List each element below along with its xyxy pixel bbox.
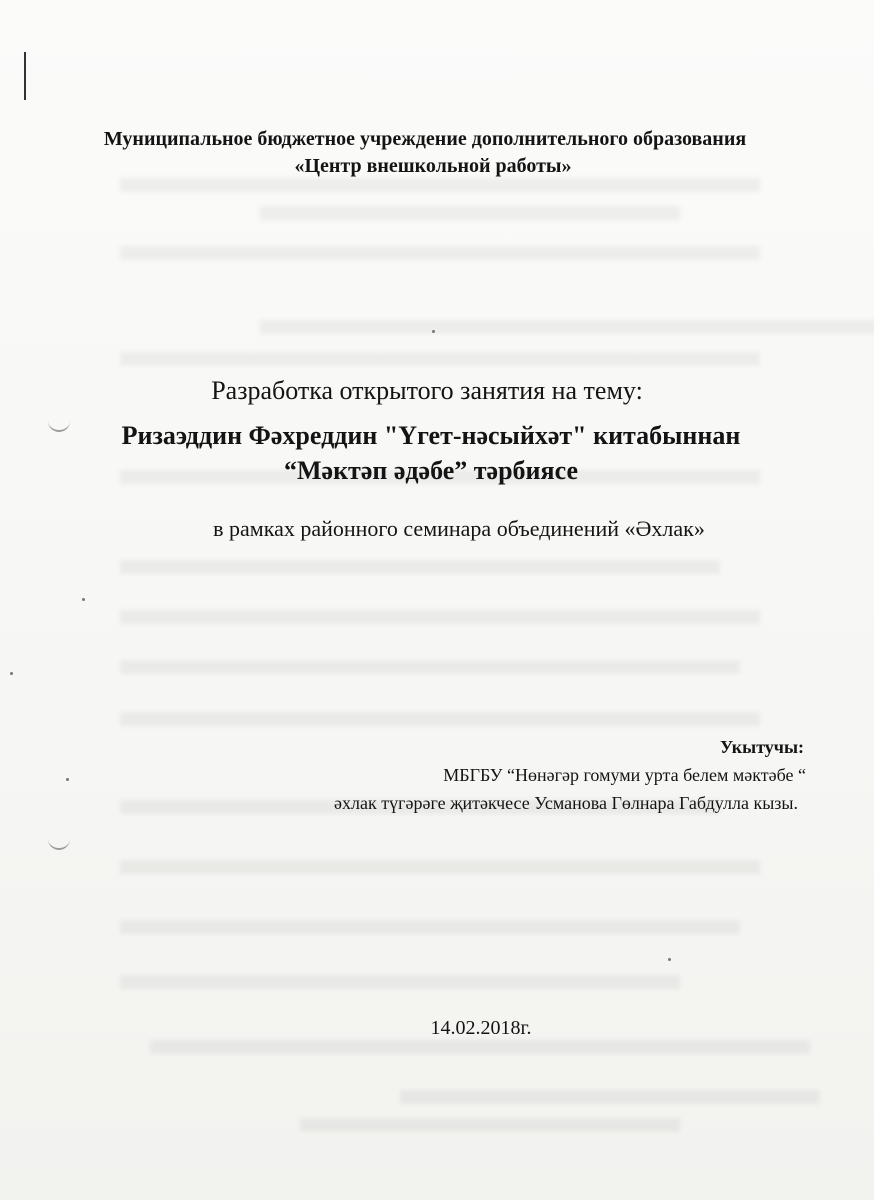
institution-name-line2: «Центр внешкольной работы» — [294, 155, 572, 177]
bleed-through-band — [120, 610, 760, 624]
bleed-through-band — [120, 920, 740, 934]
seminar-subtitle: в рамках районного семинара объединений «Әхлак» — [213, 516, 705, 541]
lesson-topic-line2: “Мәктәп әдәбе” тәрбиясе — [284, 456, 578, 485]
lesson-topic — [0, 418, 868, 488]
punch-hole-mark — [48, 838, 70, 850]
teacher-name: әхлак түгәрәге җитәкчесе Усманова Гөлнара Габдулла кызы. — [334, 793, 798, 813]
scan-mark — [24, 52, 26, 100]
teacher-info — [334, 733, 806, 817]
bleed-through-band — [120, 860, 760, 874]
scan-speck — [432, 330, 435, 333]
scan-speck — [10, 672, 13, 675]
scan-speck — [668, 958, 671, 961]
institution-name-line1: Муниципальное бюджетное учреждение дополнительного образования — [103, 128, 747, 150]
development-title: Разработка открытого занятия на тему: — [211, 376, 643, 405]
lesson-topic-line1: Ризаэддин Фәхреддин "Үгет-нәсыйхәт" китабыннан — [121, 421, 741, 450]
bleed-through-band — [260, 320, 874, 334]
teacher-label: Укытучы: — [720, 737, 804, 757]
bleed-through-band — [260, 206, 680, 220]
bleed-through-band — [150, 1040, 810, 1054]
bleed-through-band — [120, 712, 760, 726]
bleed-through-band — [300, 1118, 680, 1132]
bleed-through-band — [120, 246, 760, 260]
bleed-through-band — [120, 178, 760, 192]
institution-header — [0, 126, 874, 180]
bleed-through-band — [120, 660, 740, 674]
scan-speck — [82, 598, 85, 601]
bleed-through-band — [120, 560, 720, 574]
bleed-through-band — [400, 1090, 820, 1104]
bleed-through-band — [120, 352, 760, 366]
bleed-through-band — [120, 975, 680, 989]
teacher-school: МБГБУ “Нөнәгәр гомуми урта белем мәктәбе “ — [443, 765, 806, 785]
scan-speck — [66, 778, 69, 781]
document-date: 14.02.2018г. — [430, 1017, 532, 1039]
